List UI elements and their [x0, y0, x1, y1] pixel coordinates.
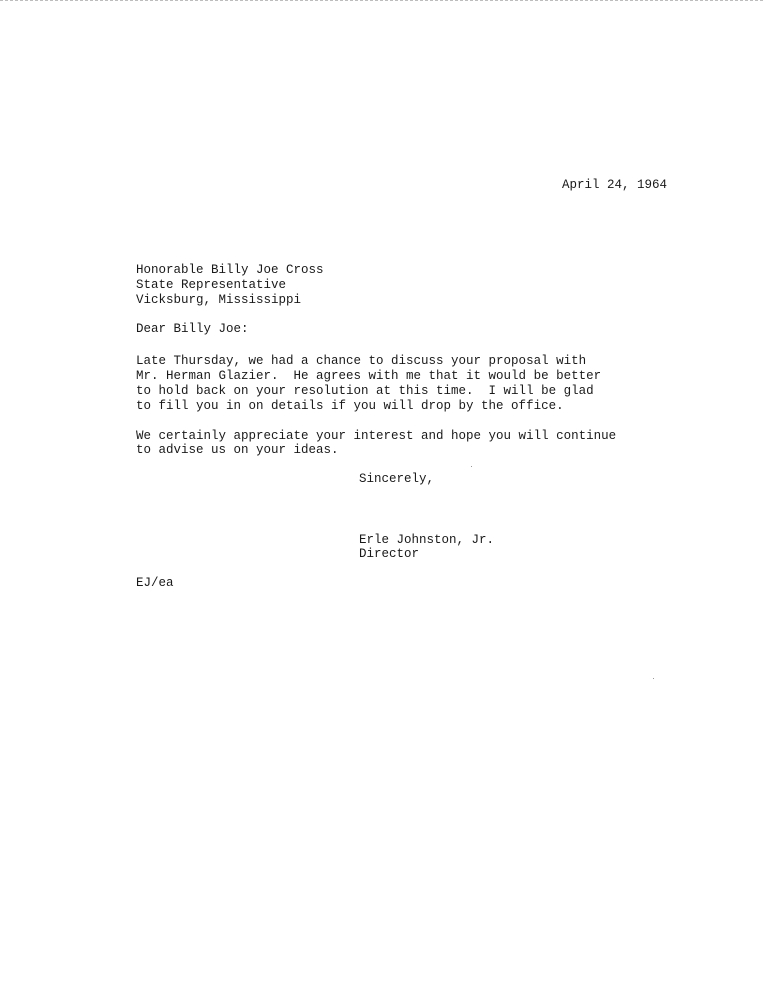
recipient-location: Vicksburg, Mississippi [136, 293, 302, 307]
paragraph-1-line: to fill you in on details if you will drop by the office. [136, 399, 564, 413]
recipient-name: Honorable Billy Joe Cross [136, 263, 324, 277]
paragraph-1-line: Mr. Herman Glazier. He agrees with me that it would be better [136, 369, 602, 383]
closing: Sincerely, [359, 472, 435, 486]
paper-speck [471, 466, 472, 467]
paper-speck [653, 678, 654, 679]
reference-initials: EJ/ea [136, 576, 174, 590]
signer-name: Erle Johnston, Jr. [359, 533, 495, 547]
paragraph-1-line: Late Thursday, we had a chance to discuss your proposal with [136, 354, 587, 368]
letter-date: April 24, 1964 [562, 178, 668, 192]
paragraph-2-line: to advise us on your ideas. [136, 443, 339, 457]
salutation: Dear Billy Joe: [136, 322, 249, 336]
paragraph-1-line: to hold back on your resolution at this time. I will be glad [136, 384, 594, 398]
paragraph-2-line: We certainly appreciate your interest and hope you will continue [136, 429, 617, 443]
signer-title: Director [359, 547, 420, 561]
recipient-title: State Representative [136, 278, 287, 292]
